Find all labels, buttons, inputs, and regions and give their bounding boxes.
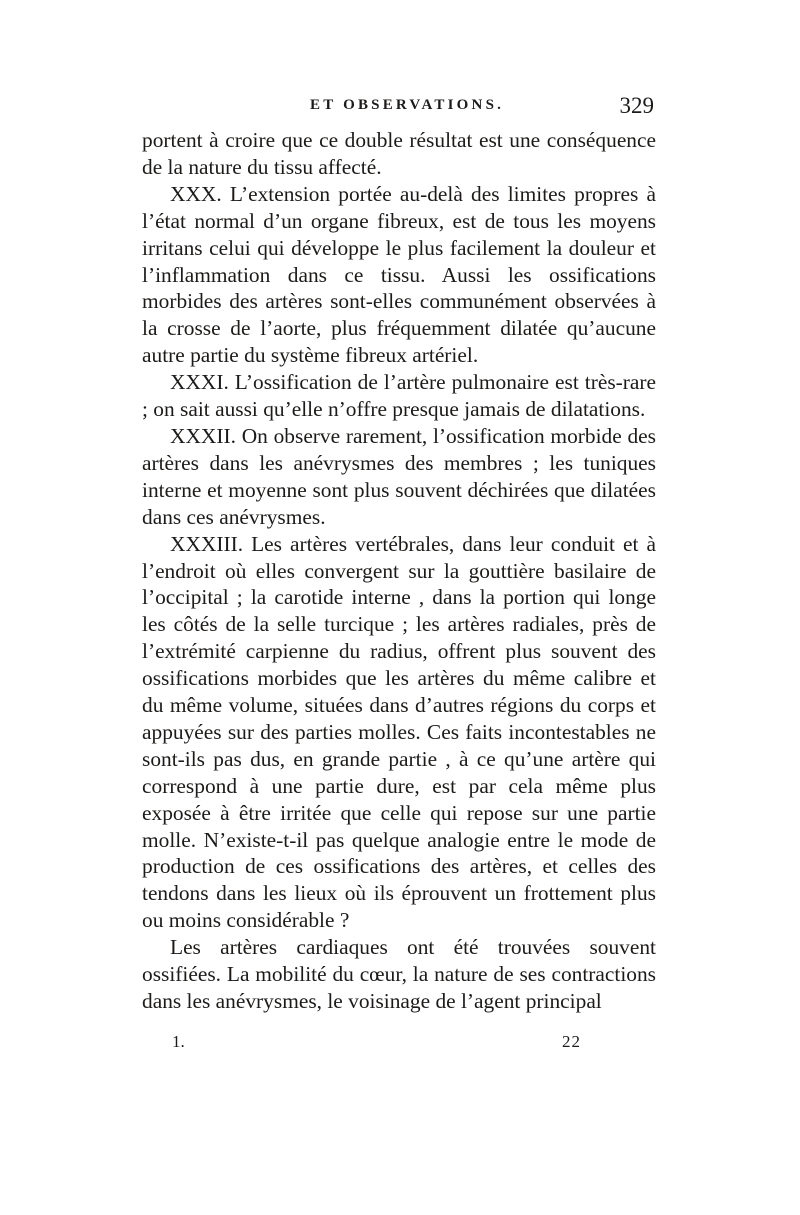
page-footer [142, 1032, 658, 1062]
running-head: ET OBSERVATIONS. [310, 97, 505, 113]
paragraph-cardiac-arteries: Les artères cardiaques ont été trouvées souvent ossifiées. La mobilité du cœur, la nature de ses contractions dans les anévrysmes, le voisinage de l’agent principal [142, 935, 656, 1013]
page-header [142, 93, 658, 123]
page-number: 329 [619, 93, 654, 118]
paragraph-xxxiii: XXXIII. Les artères vertébrales, dans leur conduit et à l’endroit où elles convergent sur la gouttière basilaire de l’occipital ; la carotide interne , dans la portion qui longe les côtés de la selle turcique ; les artères radiales, près de l’extrémité carpienne du radius, offrent plus souvent des ossifications morbides que les artères du même calibre et du même volume, situées dans d’autres régions du corps et appuyées sur des parties molles. Ces faits incontestables ne sont-ils pas dus, en grande partie , à ce qu’une artère qui correspond à une partie dure, est par cela même plus exposée à être irritée que celle qui repose sur une partie molle. N’existe-t-il pas quelque analogie entre le mode de production de ces ossifications des artères, et celles des tendons dans les lieux où ils éprouvent un frottement plus ou moins considérable ? [142, 531, 656, 933]
paragraph-xxxi: XXXI. L’ossification de l’artère pulmonaire est très-rare ; on sait aussi qu’elle n’offre presque jamais de dilatations. [142, 370, 656, 422]
signature-mark: 1. [172, 1032, 185, 1051]
paragraph-xxx: XXX. L’extension portée au-delà des limites propres à l’état normal d’un organe fibreux, est de tous les moyens irritans celui qui développe le plus facilement la douleur et l’inflammation dans ce tissu. Aussi les ossifications morbides des artères sont-elles communément observées à la crosse de l’aorte, plus fréquemment dilatée qu’aucune autre partie du système fibreux artériel. [142, 181, 656, 368]
paragraph-xxxii: XXXII. On observe rarement, l’ossification morbide des artères dans les anévrysmes des membres ; les tuniques interne et moyenne sont plus souvent déchirées que dilatées dans ces anévrysmes. [142, 423, 656, 529]
sheet-number: 22 [562, 1032, 581, 1051]
body-text [142, 127, 656, 1015]
paragraph-continuation: portent à croire que ce double résultat est une conséquence de la nature du tissu affecté. [142, 128, 656, 179]
